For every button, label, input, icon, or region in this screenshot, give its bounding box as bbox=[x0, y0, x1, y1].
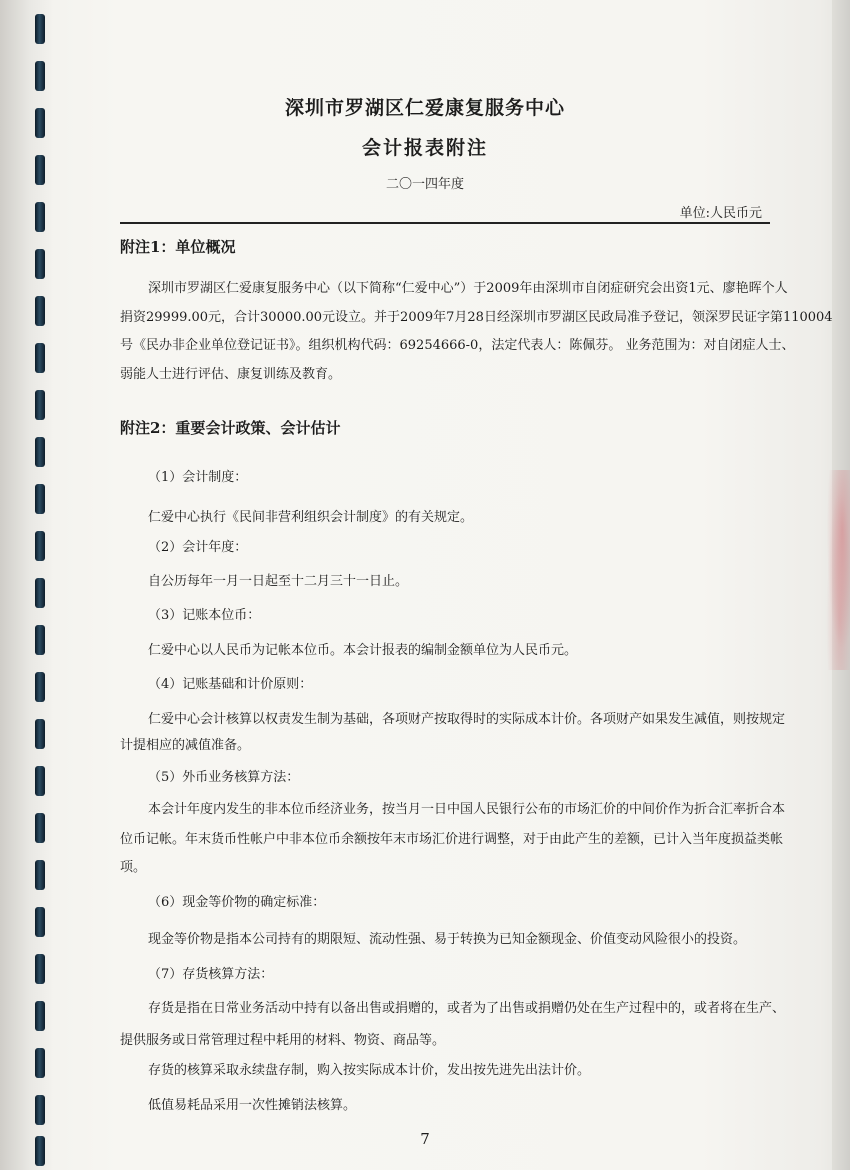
header-divider bbox=[120, 222, 770, 224]
item-line: 提供服务或日常管理过程中耗用的材料、物资、商品等。 bbox=[120, 1033, 446, 1048]
item-title: （2）会计年度： bbox=[148, 540, 248, 555]
item-title: （7）存货核算方法： bbox=[148, 967, 274, 982]
page-number: 7 bbox=[420, 1130, 430, 1148]
item-line: 计提相应的减值准备。 bbox=[120, 738, 251, 753]
item-line: 本会计年度内发生的非本位币经济业务，按当月一日中国人民银行公布的市场汇价的中间价作为折合汇率折合本 bbox=[148, 802, 786, 817]
item-title: （4）记账基础和计价原则： bbox=[148, 677, 313, 692]
item-line: 自公历每年一月一日起至十二月三十一日止。 bbox=[148, 574, 409, 589]
item-line: 仁爱中心执行《民间非营利组织会计制度》的有关规定。 bbox=[148, 510, 474, 525]
item-line: 存货的核算采取永续盘存制，购入按实际成本计价，发出按先进先出法计价。 bbox=[148, 1063, 591, 1078]
item-title: （3）记账本位币： bbox=[148, 608, 261, 623]
report-year: 二〇一四年度 bbox=[385, 177, 464, 192]
note2-heading: 附注2：重要会计政策、会计估计 bbox=[120, 419, 341, 437]
item-line: 存货是指在日常业务活动中持有以备出售或捐赠的，或者为了出售或捐赠仍处在生产过程中的，或者将在生产、 bbox=[148, 1001, 786, 1016]
item-title: （6）现金等价物的确定标准： bbox=[148, 895, 326, 910]
note1-line: 弱能人士进行评估、康复训练及教育。 bbox=[120, 367, 342, 382]
item-title: （5）外币业务核算方法： bbox=[148, 770, 300, 785]
item-line: 仁爱中心以人民币为记帐本位币。本会计报表的编制金额单位为人民币元。 bbox=[148, 643, 578, 658]
note1-line: 深圳市罗湖区仁爱康复服务中心（以下简称“仁爱中心”）于2009年由深圳市自闭症研究会出资1元、廖艳晖个人 bbox=[148, 281, 788, 296]
note1-line: 捐资29999.00元，合计30000.00元设立。并于2009年7月28日经深圳市罗湖区民政局准予登记，领深罗民证字第110004 bbox=[120, 310, 833, 325]
item-line: 现金等价物是指本公司持有的期限短、流动性强、易于转换为已知金额现金、价值变动风险很小的投资。 bbox=[148, 932, 747, 947]
item-line: 仁爱中心会计核算以权责发生制为基础，各项财产按取得时的实际成本计价。各项财产如果发生减值，则按规定 bbox=[148, 712, 786, 727]
report-title: 会计报表附注 bbox=[361, 137, 488, 159]
org-title: 深圳市罗湖区仁爱康复服务中心 bbox=[284, 97, 565, 119]
item-line: 项。 bbox=[120, 860, 147, 875]
item-line: 位币记帐。年末货币性帐户中非本位币余额按年末市场汇价进行调整，对于由此产生的差额，已计入当年度损益类帐 bbox=[120, 832, 784, 847]
note1-line: 号《民办非企业单位登记证书》。组织机构代码：69254666-0，法定代表人：陈佩芬。 业务范围为：对自闭症人士、 bbox=[120, 338, 795, 353]
currency-unit: 单位:人民币元 bbox=[679, 206, 762, 221]
item-line: 低值易耗品采用一次性摊销法核算。 bbox=[148, 1098, 357, 1113]
item-title: （1）会计制度： bbox=[148, 470, 248, 485]
note1-heading: 附注1：单位概况 bbox=[120, 238, 236, 256]
